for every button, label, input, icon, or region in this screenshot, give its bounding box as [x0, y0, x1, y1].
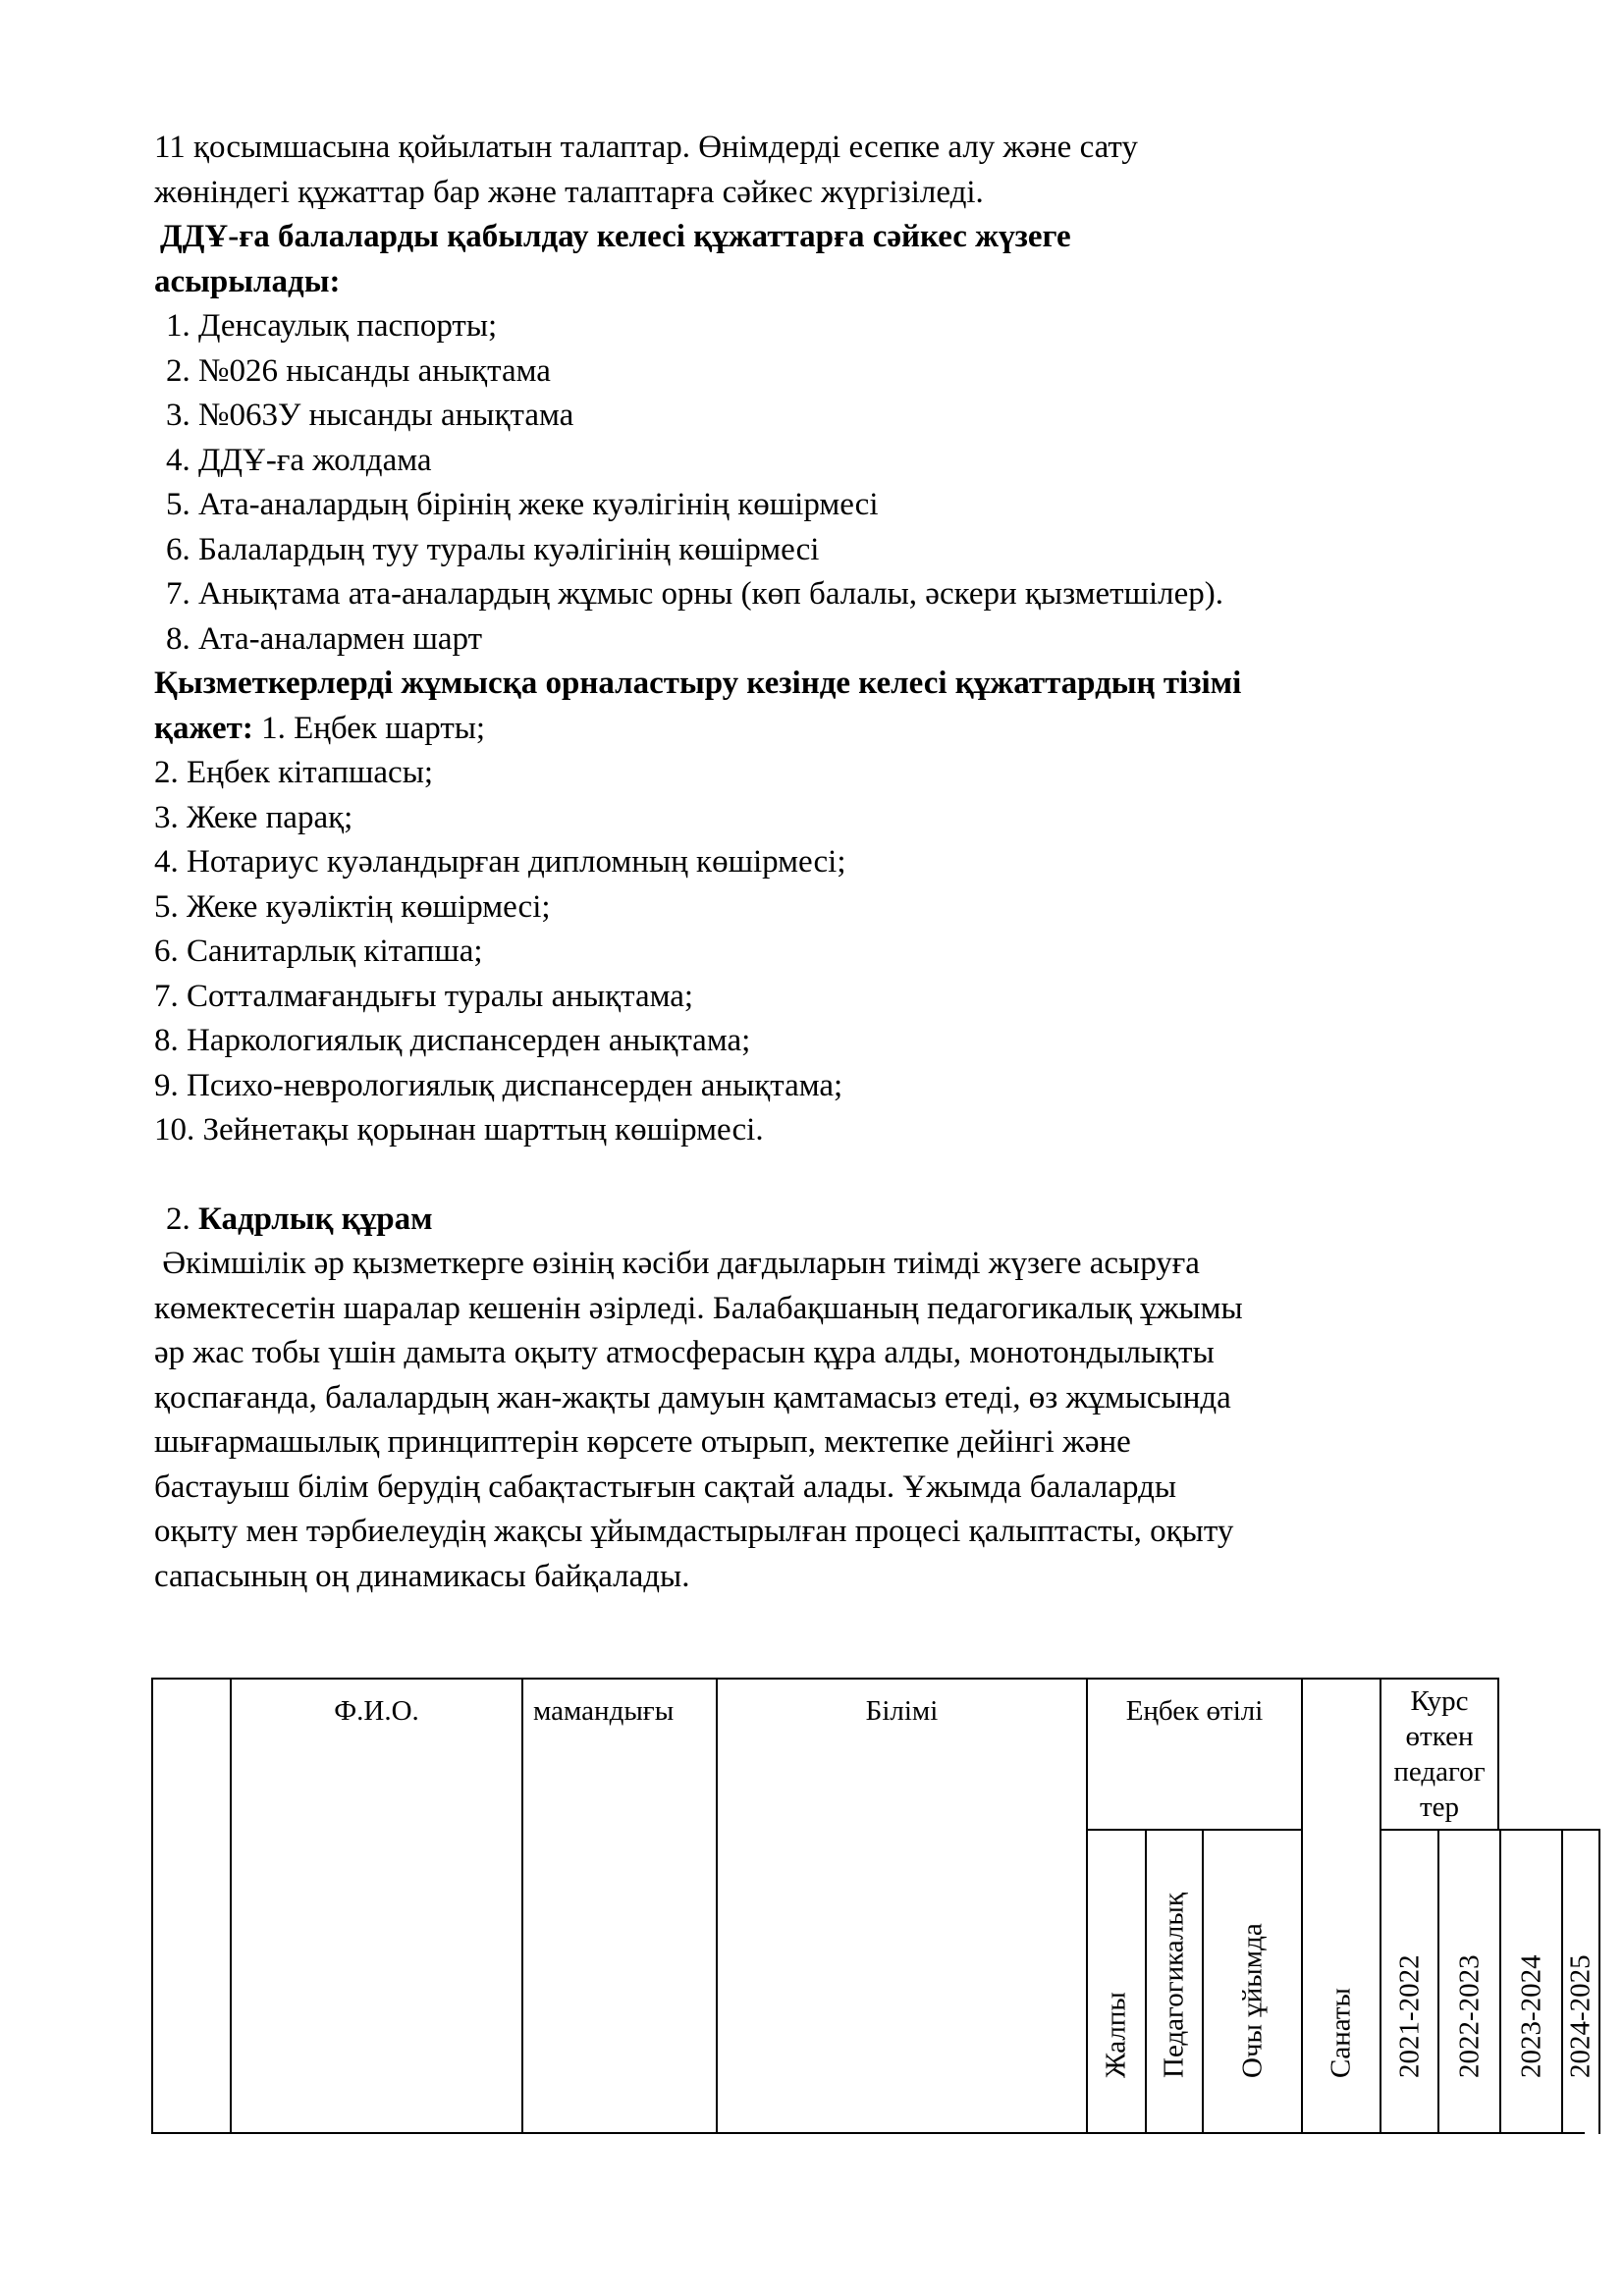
section-number: 2.	[166, 1201, 198, 1237]
courses-line: Курс	[1410, 1685, 1469, 1717]
courses-line: педагог	[1393, 1756, 1486, 1788]
list-item: 6. Балалардың туу туралы куәлігінің көшірмесі	[166, 531, 820, 567]
courses-line: тер	[1419, 1791, 1460, 1823]
table-header-exp-this-org: Очы ұйымда	[1236, 1923, 1268, 2078]
staff-paragraph	[154, 1242, 1548, 1599]
table-col-exp-this-org	[1202, 1829, 1301, 2134]
list-item: 6. Санитарлық кітапша;	[154, 934, 483, 969]
list-item: 3. №063У нысанды анықтама	[166, 398, 574, 433]
table-header-year: 2021-2022	[1393, 1954, 1425, 2078]
table-col-fio	[230, 1678, 521, 2134]
table-header-courses	[1381, 1683, 1497, 1825]
table-header-year: 2022-2023	[1453, 1954, 1485, 2078]
employment-heading-cont	[154, 707, 1548, 752]
table-col-year	[1437, 1829, 1499, 2134]
admission-list	[154, 304, 1548, 662]
staff-table	[151, 1678, 1597, 2134]
list-item: 4. ДДҰ-ға жолдама	[166, 442, 432, 478]
table-col-year	[1499, 1829, 1561, 2134]
list-item: 1. Денсаулық паспорты;	[166, 308, 498, 344]
employment-heading: Қызметкерлерді жұмысқа орналастыру кезінде келесі құжаттардың тізімі	[154, 666, 1242, 701]
table-col-year	[1561, 1829, 1600, 2134]
list-item: 8. Наркологиялық диспансерден анықтама;	[154, 1023, 751, 1058]
list-item: 3. Жеке парақ;	[154, 799, 353, 835]
employment-heading-bold: қажет:	[154, 710, 253, 746]
paragraph-line: әр жас тобы үшін дамыта оқыту атмосферасын құра алды, монотондылықты	[154, 1335, 1215, 1370]
table-col-number	[151, 1678, 230, 2134]
paragraph-line: көмектесетін шаралар кешенін әзірледі. Балабақшаның педагогикалық ұжымы	[154, 1290, 1243, 1326]
list-item: 5. Жеке куәліктің көшірмесі;	[154, 888, 551, 925]
table-col-education	[716, 1678, 1086, 2134]
list-item: 7. Сотталмағандығы туралы анықтама;	[154, 978, 694, 1014]
courses-line: өткен	[1405, 1721, 1474, 1752]
list-item: 10. Зейнетақы қорынан шарттың көшірмесі.	[154, 1112, 764, 1148]
table-col-courses	[1380, 1678, 1499, 1829]
paragraph-line: сапасының оң динамикасы байқалады.	[154, 1558, 690, 1594]
table-col-specialty	[521, 1678, 716, 2134]
table-header-year: 2024-2025	[1564, 1954, 1597, 2078]
list-item: 2. №026 нысанды анықтама	[166, 352, 551, 389]
paragraph-line: шығармашылық принциптерін көрсете отырып, мектепке дейінгі және	[154, 1424, 1131, 1460]
table-header-education: Білімі	[865, 1695, 939, 1727]
list-item: 4. Нотариус куәландырған дипломның көшірмесі;	[154, 844, 846, 880]
admission-heading: ДДҰ-ға балаларды қабылдау келесі құжаттарға сәйкес жүзеге	[160, 219, 1071, 254]
list-item: 7. Анықтама ата-аналардың жұмыс орны (көп балалы, әскери қызметшілер).	[166, 576, 1224, 612]
table-header-fio: Ф.И.О.	[334, 1695, 419, 1727]
table-header-category: Санаты	[1325, 1987, 1357, 2078]
employment-list	[154, 751, 1548, 1153]
table-bottom-border	[151, 2132, 1585, 2134]
list-item: 9. Психо-неврологиялық диспансерден анықтама;	[154, 1067, 843, 1103]
table-header-experience: Еңбек өтілі	[1125, 1695, 1264, 1727]
list-item: 2. Еңбек кітапшасы;	[154, 755, 434, 790]
table-header-exp-pedagogical: Педагогикалық	[1158, 1893, 1190, 2078]
paragraph-line: оқыту мен тәрбиелеудің жақсы ұйымдастырылған процесі қалыптасты, оқыту	[154, 1514, 1234, 1549]
table-col-experience	[1086, 1678, 1301, 1829]
admission-heading-cont: асырылады:	[154, 263, 341, 299]
table-col-year	[1380, 1829, 1437, 2134]
table-header-year: 2023-2024	[1515, 1954, 1546, 2078]
employment-first-item: 1. Еңбек шарты;	[252, 710, 486, 746]
table-col-category	[1301, 1678, 1380, 2134]
section-heading	[154, 1198, 1548, 1243]
table-col-exp-total	[1086, 1829, 1145, 2134]
paragraph-line: Әкімшілік әр қызметкерге өзінің кәсіби дағдыларын тиімді жүзеге асыруға	[154, 1246, 1200, 1281]
document-body	[154, 126, 1548, 1599]
intro-line: 11 қосымшасына қойылатын талаптар. Өнімдерді есепке алу және сату	[154, 130, 1138, 165]
section-title: Кадрлық құрам	[198, 1201, 433, 1237]
paragraph-line: қоспағанда, балалардың жан-жақты дамуын қамтамасыз етеді, өз жұмысында	[154, 1379, 1231, 1415]
table-col-exp-pedagogical	[1145, 1829, 1202, 2134]
paragraph-line: бастауыш білім берудің сабақтастығын сақтай алады. Ұжымда балаларды	[154, 1468, 1177, 1505]
table-header-exp-total: Жалпы	[1100, 1992, 1132, 2078]
table-header-specialty: мамандығы	[533, 1695, 675, 1727]
list-item: 8. Ата-аналармен шарт	[166, 620, 482, 657]
intro-line: жөніндегі құжаттар бар және талаптарға сәйкес жүргізіледі.	[154, 174, 984, 210]
list-item: 5. Ата-аналардың бірінің жеке куәлігінің көшірмесі	[166, 487, 879, 522]
